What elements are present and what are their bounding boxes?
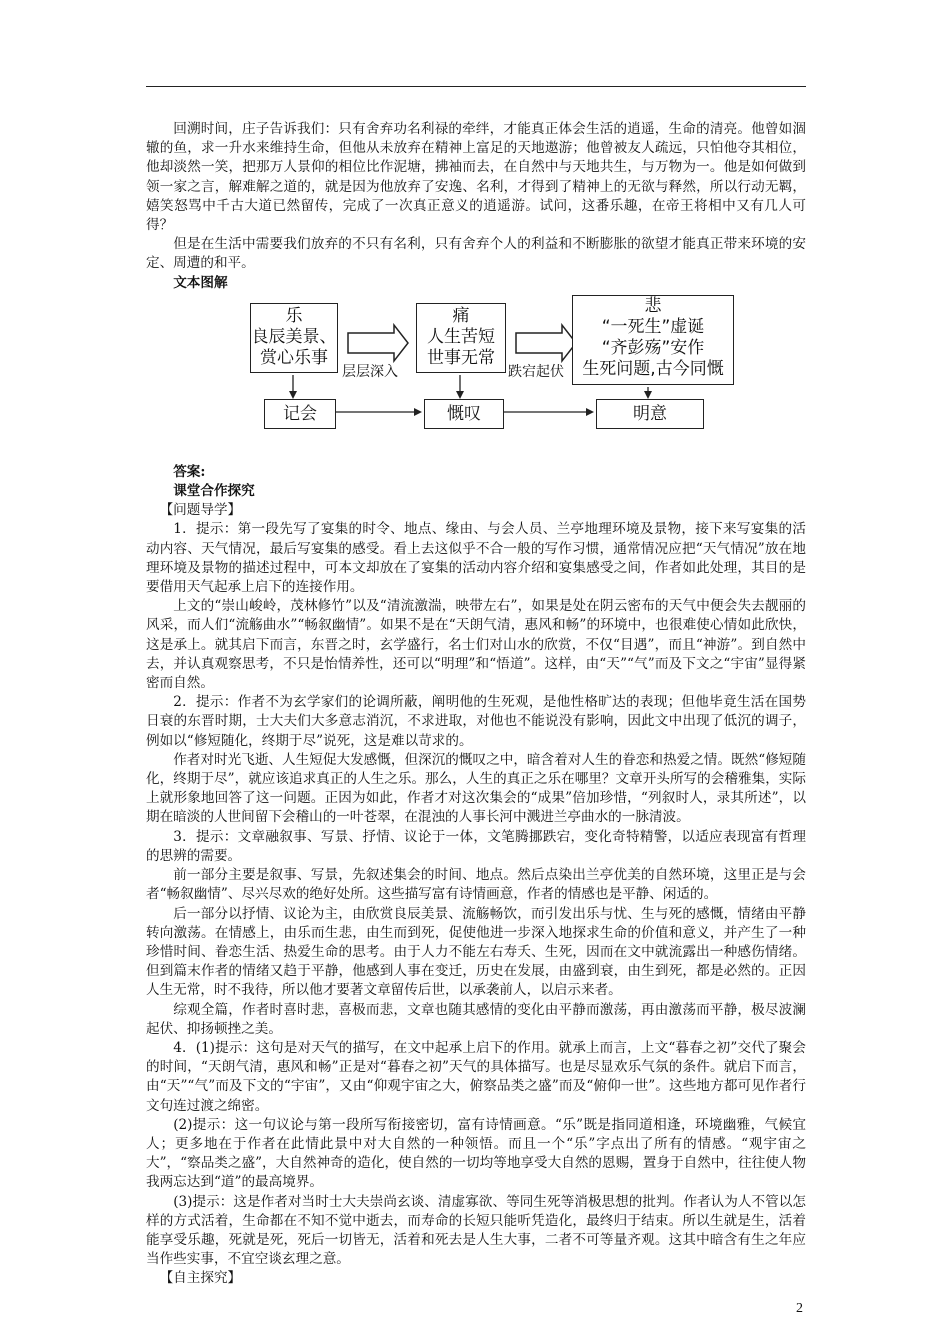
label-diedang: 跌宕起伏: [508, 363, 564, 380]
paragraph: 前一部分主要是叙事、写景，先叙述集会的时间、地点。然后点染出兰亭优美的自然环境，这里正是与会者“畅叙幽情”、尽兴尽欢的绝好处所。这些描写富有诗情画意，作者的情感也是平静、闲适的。: [146, 867, 806, 903]
section-title: 课堂合作探究: [173, 483, 255, 500]
paragraph: 回溯时间，庄子告诉我们：只有舍弃功名利禄的牵绊，才能真正体会生活的逍遥，生命的清亮。他曾如涸辙的鱼，求一升水来维持生命，但他从未放弃在精神上富足的天地遨游；他曾被友人疏远，只怕他夺其相位，他却淡然一笑，把那万人景仰的相位比作泥塘，拂袖而去，在自然中与天地共生，与万物为一。他是如何做到领一家之言，解难解之道的，就是因为他放弃了安逸、名利，才得到了精神上的无欲与释然，所以行动无羁，嬉笑怒骂中千古大道已然留传，完成了一次真正意义的逍遥游。试问，这番乐趣，在帝王将相中又有几人可得？: [146, 121, 806, 234]
box-le: 乐 良辰美景、 赏心乐事: [250, 303, 338, 373]
outline-arrow-1: [348, 325, 408, 361]
paragraph: 后一部分以抒情、议论为主，由欣赏良辰美景、流觞畅饮，而引发出乐与忧、生与死的感慨，情绪由平静转向激荡。在情感上，由乐而生悲，由生而到死，促使他进一步深入地探求生命的价值和意义，并产生了一种珍惜时间、眷恋生活、热爱生命的思考。由于人力不能左右寿夭、生死，因而在文中就流露出一种感伤情绪。但到篇末作者的情绪又趋于平静，他感到人事在变迁，历史在发展，由盛到衰，由生到死，都是必然的。正因人生无常，时不我待，所以他才要著文章留传后世，以承袭前人，以启示来者。: [146, 905, 806, 999]
answer-label: 答案:: [173, 463, 206, 480]
box-tong: 痛 人生苦短 世事无常: [416, 303, 506, 373]
paragraph: 3．提示：文章融叙事、写景、抒情、议论于一体，文笔腾挪跌宕，变化奇特精警，以适应表现富有哲理的思辨的需要。: [146, 828, 806, 864]
box-jihui: 记会: [264, 399, 336, 429]
label-cengceng: 层层深入: [342, 363, 398, 380]
box-mingyi: 明意: [596, 399, 704, 429]
subsection-title: 【问题导学】: [159, 502, 242, 519]
paragraph: 作者对时光飞逝、人生短促大发感慨，但深沉的慨叹之中，暗含着对人生的眷恋和热爱之情。既然“修短随化，终期于尽”，就应该追求真正的人生之乐。那么，人生的真正之乐在哪里？文章开头所写的会稽雅集，实际上就形象地回答了这一问题。正因为如此，作者才对这次集会的“成果”倍加珍惜，“列叙时人，录其所述”，以期在暗淡的人世间留下会稽山的一叶苍翠，在混浊的人事长河中溅进兰亭曲水的一脉清波。: [146, 751, 806, 826]
paragraph: 4．(1)提示：这句是对天气的描写，在文中起承上启下的作用。就承上而言，上文“暮春之初”交代了聚会的时间，“天朗气清，惠风和畅”正是对“暮春之初”天气的具体描写。也是尽显欢乐气氛的条件。就启下而言，由“天”“气”而及下文的“宇宙”，又由“仰观宇宙之大，俯察品类之盛”而及“俯仰一世”。这些地方都可见作者行文句连过渡之绵密。: [146, 1039, 806, 1114]
paragraph: (3)提示：这是作者对当时士大夫崇尚玄谈、清虚寡欲、等同生死等消极思想的批判。作者认为人不管以怎样的方式活着，生命都在不知不觉中逝去，而寿命的长短只能听凭造化，最终归于结束。所以生就是生，活着能享受乐趣，死就是死，死后一切皆无，活着和死去是人生大事，二者不可等量齐观。这其中暗含有生之年应当作些实事，不宜空谈玄理之意。: [146, 1193, 806, 1268]
header-rule: [146, 86, 806, 87]
subsection-title: 【自主探究】: [159, 1270, 242, 1287]
text-diagram: [248, 295, 808, 459]
box-bei: 悲 “一死生”虚诞 “齐彭殇”安作 生死问题,古今同慨: [572, 295, 734, 385]
paragraph: 上文的“崇山峻岭，茂林修竹”以及“清流激湍，映带左右”，如果是处在阴云密布的天气中便会失去靓丽的风采，而人们“流觞曲水”“畅叙幽情”。如果不是在“天朗气清，惠风和畅”的环境中，也很难使心情如此欣快，这是承上。就其启下而言，东晋之时，玄学盛行，名士们对山水的欣赏，不仅“目遇”，而且“神游”。到自然中去，并认真观察思考，不只是怡情养性，还可以“明理”和“悟道”。这样，由“天”“气”而及下文之“宇宙”显得紧密而自然。: [146, 598, 806, 692]
outline-arrow-2: [516, 325, 576, 361]
paragraph: 综观全篇，作者时喜时悲，喜极而悲，文章也随其感情的变化由平静而激荡，再由激荡而平静，极尽波澜起伏、抑扬顿挫之美。: [146, 1001, 806, 1037]
paragraph: 但是在生活中需要我们放弃的不只有名利，只有舍弃个人的利益和不断膨胀的欲望才能真正带来环境的安定、周遭的和平。: [146, 236, 806, 272]
box-gaitan: 慨叹: [424, 399, 504, 429]
paragraph: 1．提示：第一段先写了宴集的时令、地点、缘由、与会人员、兰亭地理环境及景物，接下来写宴集的活动内容、天气情况，最后写宴集的感受。看上去这似乎不合一般的写作习惯，通常情况应把“天气情况”放在地理环境及景物的描述过程中，可本文却放在了宴集的活动内容介绍和宴集感受之间，作者如此处理，其目的是要借用天气起承上启下的连接作用。: [146, 521, 806, 596]
diagram-heading: 文本图解: [173, 274, 228, 291]
paragraph: 2．提示：作者不为玄学家们的论调所蔽，阐明他的生死观，是他性格旷达的表现；但他毕竟生活在国势日衰的东晋时期，士大夫们大多意志消沉，不求进取，对他也不能说没有影响，因此文中出现了低沉的调子，例如以“修短随化，终期于尽”说死，这是难以苛求的。: [146, 694, 806, 749]
paragraph: (2)提示：这一句议论与第一段所写衔接密切，富有诗情画意。“乐”既是指同道相逢，环境幽雅，气候宜人；更多地在于作者在此情此景中对大自然的一种领悟。而且一个“乐”字点出了所有的情感。“观宇宙之大”，“察品类之盛”，大自然神奇的造化，使自然的一切均等地享受大自然的恩赐，置身于自然中，往往使人物我两忘达到“道”的最高境界。: [146, 1116, 806, 1191]
document-body: [146, 120, 806, 1289]
page-number: 2: [796, 1301, 803, 1316]
